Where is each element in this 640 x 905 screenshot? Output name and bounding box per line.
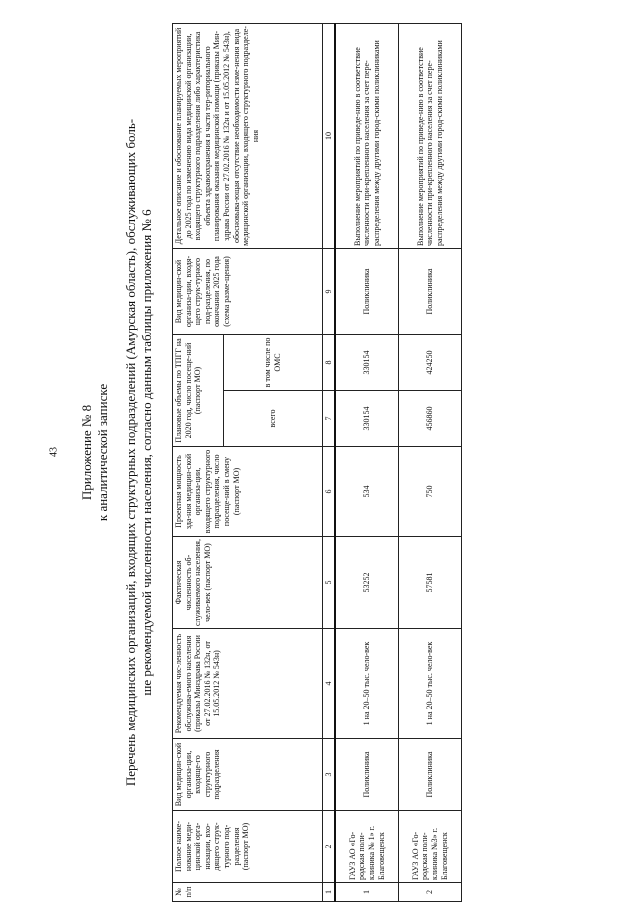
table-row — [335, 24, 399, 902]
column-index: 1 — [323, 883, 336, 902]
row-recommended: 1 на 20–50 тыс. чело-век — [335, 629, 399, 739]
column-index: 4 — [323, 629, 336, 739]
row-plan-oms: 330154 — [335, 335, 399, 391]
row-org-name: ГАУЗ АО «Го-родская поли-клиника № 1» г. Благовещенск — [335, 811, 399, 883]
appendix-subtitle: к аналитической записке — [95, 383, 110, 522]
row-actual: 57581 — [399, 537, 462, 629]
column-index: 3 — [323, 739, 336, 811]
document-title — [123, 0, 155, 905]
row-capacity: 750 — [399, 447, 462, 537]
row-num: 1 — [335, 883, 399, 902]
column-index: 6 — [323, 447, 336, 537]
column-index: 2 — [323, 811, 336, 883]
column-index: 7 — [323, 391, 336, 447]
header-actual-population: Фактическая численность об-служиваемого населения, чело-век (паспорт МО) — [173, 537, 323, 629]
row-actual: 53252 — [335, 537, 399, 629]
row-plan-total: 456860 — [399, 391, 462, 447]
row-description: Выполнение мероприятий по приведе-нию в соответствие численности при-крепленного населения за счет пере-распределения между другими город-скими поликлиниками — [399, 24, 462, 249]
organizations-table — [172, 23, 462, 902]
appendix-header — [79, 0, 111, 905]
row-num: 2 — [399, 883, 462, 902]
column-index: 8 — [323, 335, 336, 391]
row-description: Выполнение мероприятий по приведе-нию в соответствие численности при-крепленного населения за счет пере-распределения между другими город-скими поликлиниками — [335, 24, 399, 249]
row-org-type: Поликлиника — [335, 739, 399, 811]
row-org-type: Поликлиника — [399, 739, 462, 811]
header-description: Детальное описание и обоснование планируемых мероприятий до 2025 года по изменению вида медицинской организации, входящего структурного подразделения либо характеристика объекта здравоохранения в части тер-риториального планирования оказания медицинской помощи (приказы Мин-здрава России от 27.02.2016 № 132н и от 15.05.2012 № 543н), обосновыва-ющая отсутствие необходимости изме-нения вида медицинской организации, входящего структурного подразделе-ния — [173, 24, 323, 249]
header-type-2025: Вид медицин-ской организа-ции, входя-щего струк-турного под-разделения, по окончании 2025 года (схема разме-щения) — [173, 249, 323, 335]
header-row — [173, 24, 224, 902]
column-index: 10 — [323, 24, 336, 249]
header-design-capacity: Проектная мощность зда-ния медицин-ской организа-ции, входящего структурного подразделения, число посеще-ний в смену (паспорт МО) — [173, 447, 323, 537]
header-recommended-population: Рекомендуемая чис-ленность обслужива-емого населения (приказы Минздрава России от 27.02.2016 № 132н, от 15.05.2012 № 543н) — [173, 629, 323, 739]
header-org-type: Вид медицин-ской организа-ции, входяще-го структурного подразделения — [173, 739, 323, 811]
row-plan-oms: 424250 — [399, 335, 462, 391]
title-line-1: Перечень медицинских организаций, входящих структурных подразделений (Амурская область), обслуживающих боль- — [123, 118, 138, 787]
row-capacity: 534 — [335, 447, 399, 537]
header-org-name: Полное наиме-нование меди-цинской орга-низации, вхо-дящего струк-турного под-разделения (паспорт МО) — [173, 811, 323, 883]
row-type-2025: Поликлиника — [399, 249, 462, 335]
header-planned-volumes: Плановые объемы по ТПГГ на 2020 год, число посеще-ний (паспорт МО) — [173, 335, 224, 447]
page-number: 43 — [48, 447, 60, 457]
table-row — [399, 24, 462, 902]
row-type-2025: Поликлиника — [335, 249, 399, 335]
column-index: 9 — [323, 249, 336, 335]
row-org-name: ГАУЗ АО «Го-родская поли-клиника №3» г. Благовещенск — [399, 811, 462, 883]
row-plan-total: 330154 — [335, 391, 399, 447]
header-num: № п/п — [173, 883, 323, 902]
title-line-2: ше рекомендуемой численности населения, согласно данным таблицы приложения № 6 — [139, 209, 154, 696]
appendix-title: Приложение № 8 — [79, 404, 94, 501]
column-index-row — [323, 24, 336, 902]
column-index: 5 — [323, 537, 336, 629]
header-plan-total: всего — [224, 391, 323, 447]
header-plan-oms: в том числе по ОМС — [224, 335, 323, 391]
row-recommended: 1 на 20–50 тыс. чело-век — [399, 629, 462, 739]
